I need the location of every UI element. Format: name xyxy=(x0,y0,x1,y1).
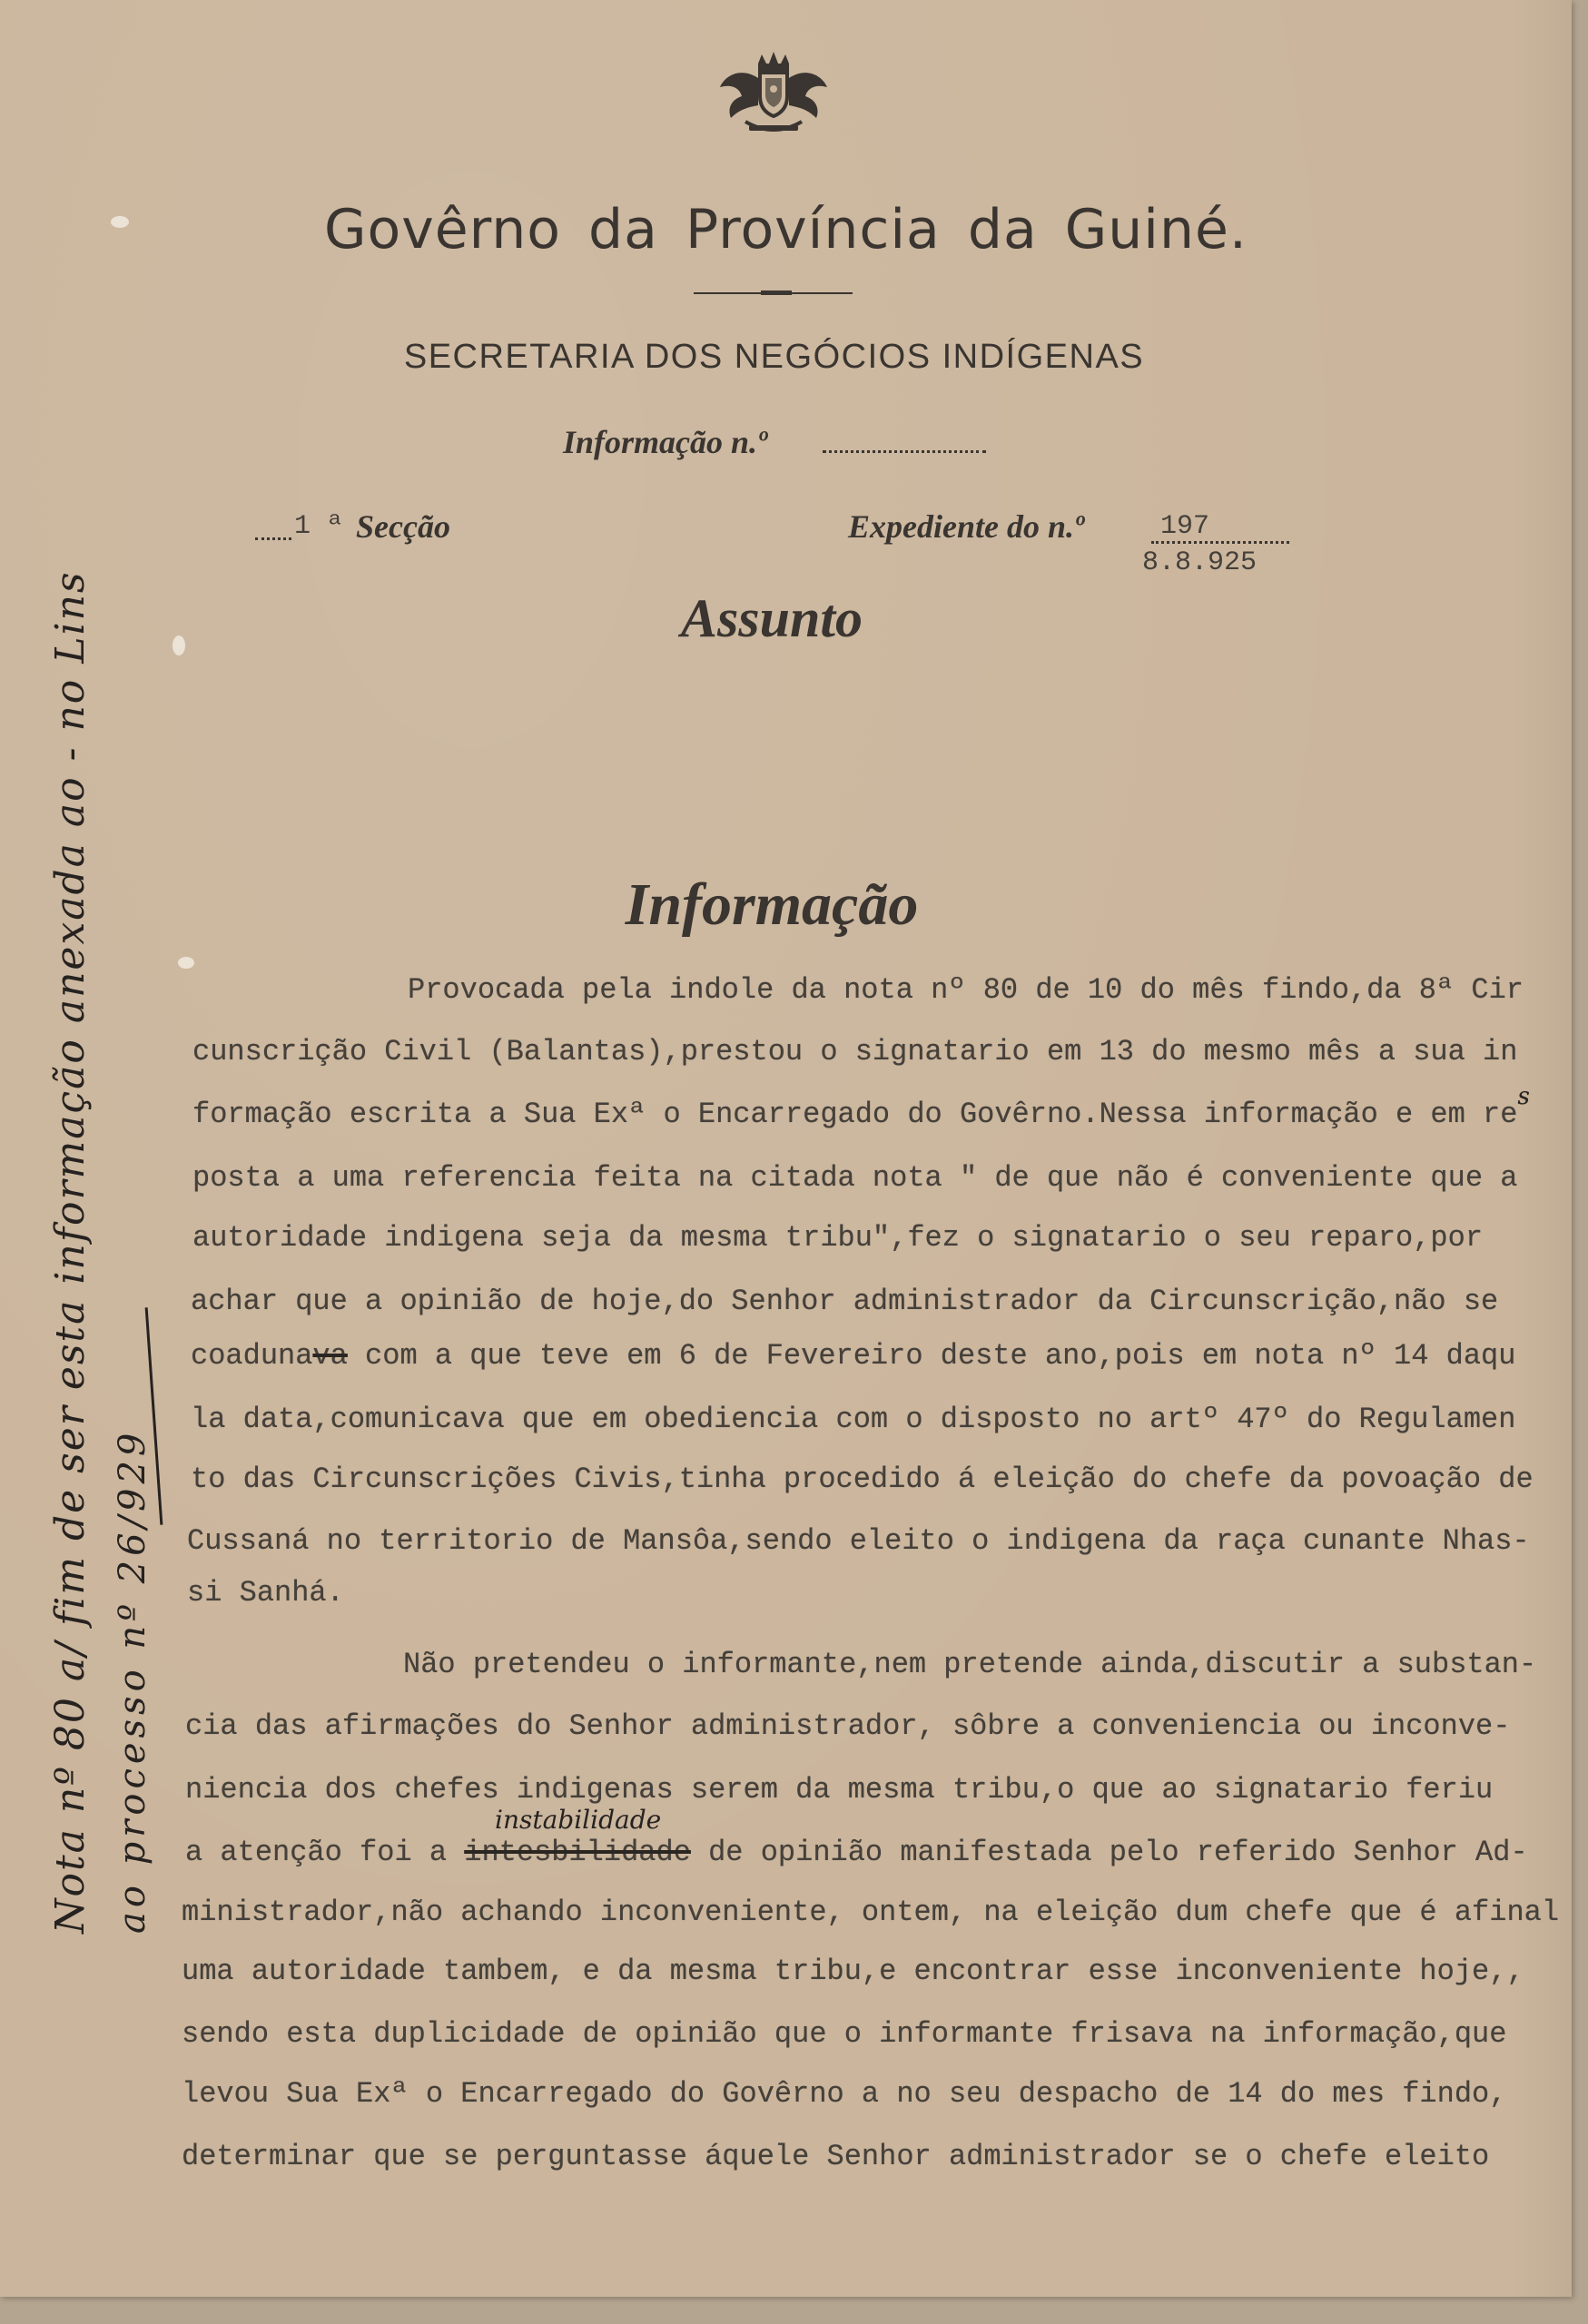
subject-heading: Assunto xyxy=(680,588,863,648)
body-line: to das Circunscrições Civis,tinha procedido á eleição do chefe da povoação de xyxy=(191,1462,1534,1496)
body-heading: Informação xyxy=(625,872,919,938)
body-line: autoridade indigena seja da mesma tribu",fez o signatario o seu reparo,por xyxy=(192,1221,1484,1255)
struck-text: va xyxy=(312,1339,348,1373)
section-label: Secção xyxy=(356,508,450,545)
body-line: Cussaná no territorio de Mansôa,sendo eleito o indigena da raça cunante Nhas- xyxy=(187,1524,1530,1558)
body-line: ministrador,não achando inconveniente, ontem, na eleição dum chefe que é afinal xyxy=(182,1896,1560,1929)
expediente-label: Expediente do n.º xyxy=(848,508,1084,545)
body-line xyxy=(192,1083,1530,1131)
line-segment: de opinião manifestada pelo referido Senhor Ad- xyxy=(690,1836,1528,1869)
line-segment: coaduna xyxy=(191,1339,313,1373)
body-line: achar que a opinião de hoje,do Senhor administrador da Circunscrição,não se xyxy=(191,1285,1499,1318)
title-divider-mark xyxy=(761,290,792,295)
handwritten-correction: s xyxy=(1517,1083,1530,1110)
paper-blemish xyxy=(173,635,185,655)
body-line xyxy=(185,1837,1528,1869)
handwritten-correction: instabilidade xyxy=(495,1805,662,1835)
body-line: la data,comunicava que em obediencia com o disposto no artº 47º do Regulamen xyxy=(191,1403,1516,1436)
body-line: uma autoridade tambem, e da mesma tribu,e encontrar esse inconveniente hoje,, xyxy=(182,1955,1524,1988)
body-line: Provocada pela indole da nota nº 80 de 10 do mês findo,da 8ª Cir xyxy=(408,973,1524,1007)
page-title: Govêrno da Província da Guiné. xyxy=(324,198,1248,261)
body-line xyxy=(191,1340,1515,1373)
section-leader-dots xyxy=(255,537,291,540)
body-line: levou Sua Exª o Encarregado do Govêrno a no seu despacho de 14 do mes findo, xyxy=(182,2077,1507,2111)
info-number-field xyxy=(823,450,986,453)
body-line: cunscrição Civil (Balantas),prestou o signatario em 13 do mesmo mês a sua in xyxy=(192,1035,1518,1068)
section-number: 1 ª xyxy=(294,511,344,542)
margin-note-line-1: Nota nº 80 a/ fim de ser esta informação anexada ao - no Lins xyxy=(47,570,94,1934)
department-name: SECRETARIA DOS NEGÓCIOS INDÍGENAS xyxy=(403,338,1145,376)
expediente-date: 8.8.925 xyxy=(1142,547,1258,578)
line-segment: com a que teve em 6 de Fevereiro deste ano,pois em nota nº 14 daqu xyxy=(347,1339,1516,1373)
line-text: formação escrita a Sua Exª o Encarregado do Govêrno.Nessa informação e em re xyxy=(192,1098,1518,1131)
expediente-field xyxy=(1151,541,1289,544)
line-segment: a atenção foi a xyxy=(185,1836,465,1869)
body-line: si Sanhá. xyxy=(187,1576,344,1610)
body-line: posta a uma referencia feita na citada nota " de que não é conveniente que a xyxy=(192,1161,1518,1195)
body-line: sendo esta duplicidade de opinião que o informante frisava na informação,que xyxy=(182,2017,1507,2051)
body-line: Não pretendeu o informante,nem pretende ainda,discutir a substan- xyxy=(403,1648,1537,1681)
struck-text: intesbilidade xyxy=(464,1836,691,1869)
info-number-label: Informação n.º xyxy=(563,424,767,460)
coat-of-arms-icon xyxy=(715,51,833,142)
margin-note-line-2: ao processo nº 26/929 xyxy=(112,1428,153,1934)
expediente-number: 197 xyxy=(1160,511,1210,542)
body-line: niencia dos chefes indigenas serem da mesma tribu,o que ao signatario feriu xyxy=(185,1773,1494,1807)
paper-blemish xyxy=(178,957,194,969)
body-line: determinar que se perguntasse áquele Senhor administrador se o chefe eleito xyxy=(182,2140,1490,2173)
body-line: cia das afirmações do Senhor administrador, sôbre a conveniencia ou inconve- xyxy=(185,1709,1511,1743)
